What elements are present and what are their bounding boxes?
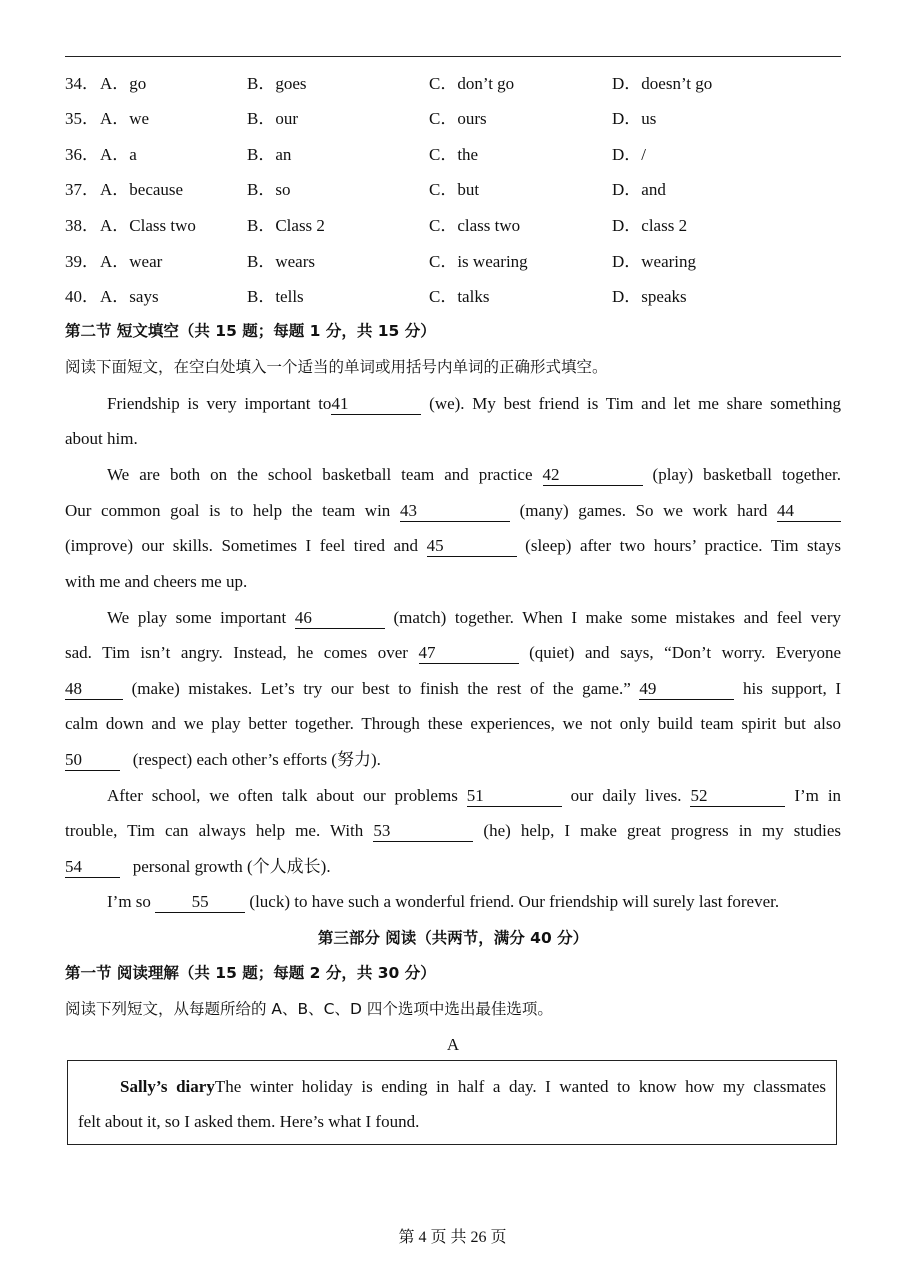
question-number: 38．: [65, 216, 99, 235]
option-a: A．we: [100, 109, 150, 128]
question-row-38: [65, 214, 865, 238]
passage-text: (we). My best friend is Tim and let me share something: [429, 394, 842, 413]
passage-text: sad. Tim isn’t angry. Instead, he comes over: [65, 643, 408, 662]
passage-line: [65, 890, 841, 914]
option-c: C．but: [429, 180, 480, 199]
passage-text: (make) mistakes. Let’s try our best to finish the rest of the game.”: [131, 679, 631, 698]
blank-46[interactable]: 46: [295, 608, 385, 629]
passage-text: We are both on the school basketball team and practice: [107, 465, 533, 484]
passage-text: (luck) to have such a wonderful friend. Our friendship will surely last forever.: [249, 892, 780, 911]
passage-line: with me and cheers me up.: [65, 572, 248, 591]
option-a: A．says: [100, 287, 159, 306]
passage-line: [65, 748, 841, 772]
blank-54[interactable]: 54: [65, 857, 120, 878]
passage-text: our daily lives.: [570, 786, 682, 805]
passage-text: (match) together. When I make some mistakes and feel very: [393, 608, 842, 627]
option-c: C．is wearing: [429, 252, 528, 271]
diary-line: felt about it, so I asked them. Here’s what I found.: [78, 1112, 420, 1131]
passage-text: (improve) our skills. Sometimes I feel tired and: [65, 536, 419, 555]
option-b: B．Class 2: [247, 216, 325, 235]
passage-text: (many) games. So we work hard: [519, 501, 768, 520]
blank-53[interactable]: 53: [373, 821, 473, 842]
option-d: D．us: [612, 109, 657, 128]
option-d: D．doesn’t go: [612, 74, 713, 93]
passage-line: [65, 784, 841, 808]
passage-text: his support, I: [743, 679, 842, 698]
passage-line: about him.: [65, 429, 138, 448]
option-d: D．/: [612, 145, 646, 164]
top-rule: [65, 56, 841, 57]
passage-text: trouble, Tim can always help me. With: [65, 821, 364, 840]
option-b: B．an: [247, 145, 292, 164]
question-row-36: [65, 143, 865, 167]
question-row-34: [65, 72, 865, 96]
question-number: 37．: [65, 180, 99, 199]
passage-text: I’m so: [107, 892, 151, 911]
section-heading: 第二节 短文填空（共 15 题；每题 1 分，共 15 分）: [65, 322, 436, 340]
option-b: B．tells: [247, 287, 304, 306]
passage-text: personal growth (个人成长).: [132, 857, 331, 876]
section-heading: 第一节 阅读理解（共 15 题；每题 2 分，共 30 分）: [65, 964, 436, 982]
option-b: B．our: [247, 109, 298, 128]
diary-title: Sally’s diary: [120, 1077, 215, 1096]
passage-line: [65, 392, 841, 416]
question-number: 39．: [65, 252, 99, 271]
blank-43[interactable]: 43: [400, 501, 510, 522]
option-b: B．wears: [247, 252, 315, 271]
passage-text: I’m in: [794, 786, 842, 805]
passage-line: [65, 606, 841, 630]
option-a: A．Class two: [100, 216, 196, 235]
question-number: 36．: [65, 145, 99, 164]
passage-text: We play some important: [107, 608, 287, 627]
blank-51[interactable]: 51: [467, 786, 562, 807]
option-d: D．class 2: [612, 216, 688, 235]
blank-48[interactable]: 48: [65, 679, 123, 700]
diary-box: [67, 1060, 837, 1145]
option-c: C．class two: [429, 216, 521, 235]
passage-line: [65, 463, 841, 487]
passage-text: (quiet) and says, “Don’t worry. Everyone: [529, 643, 842, 662]
part-heading: 第三部分 阅读（共两节，满分 40 分）: [317, 929, 589, 947]
passage-text: (respect) each other’s efforts (努力).: [132, 750, 381, 769]
option-c: C．don’t go: [429, 74, 515, 93]
passage-line: [65, 677, 841, 701]
option-b: B．goes: [247, 74, 307, 93]
question-number: 34．: [65, 74, 99, 93]
option-d: D．speaks: [612, 287, 687, 306]
passage-line: [65, 499, 841, 523]
blank-50[interactable]: 50: [65, 750, 120, 771]
passage-label: A: [446, 1035, 460, 1054]
option-a: A．a: [100, 145, 137, 164]
diary-line: [78, 1075, 826, 1099]
passage-line: [65, 534, 841, 558]
option-a: A．wear: [100, 252, 163, 271]
passage-line: calm down and we play better together. Through these experiences, we not only build team spirit but also: [65, 714, 841, 733]
passage-text: Friendship is very important to: [107, 394, 332, 413]
blank-42[interactable]: 42: [543, 465, 643, 486]
blank-41[interactable]: 41: [331, 394, 421, 415]
passage-text: (play) basketball together.: [652, 465, 842, 484]
passage-text: Our common goal is to help the team win: [65, 501, 391, 520]
option-d: D．wearing: [612, 252, 697, 271]
blank-52[interactable]: 52: [690, 786, 785, 807]
question-number: 40．: [65, 287, 99, 306]
passage-line: [65, 819, 841, 843]
section-instruction: 阅读下列短文，从每题所给的 A、B、C、D 四个选项中选出最佳选项。: [65, 1000, 553, 1018]
passage-line: [65, 855, 841, 879]
question-row-35: [65, 107, 865, 131]
option-c: C．talks: [429, 287, 490, 306]
passage-text: After school, we often talk about our problems: [107, 786, 458, 805]
question-row-40: [65, 285, 865, 309]
blank-44[interactable]: 44: [777, 501, 841, 522]
option-a: A．go: [100, 74, 147, 93]
option-a: A．because: [100, 180, 184, 199]
passage-text: (sleep) after two hours’ practice. Tim stays: [525, 536, 842, 555]
blank-47[interactable]: 47: [419, 643, 519, 664]
question-row-39: [65, 250, 865, 274]
page-footer: 第 4 页 共 26 页: [398, 1229, 507, 1246]
option-b: B．so: [247, 180, 291, 199]
passage-line: [65, 641, 841, 665]
blank-45[interactable]: 45: [427, 536, 517, 557]
option-c: C．ours: [429, 109, 487, 128]
section-instruction: 阅读下面短文，在空白处填入一个适当的单词或用括号内单词的正确形式填空。: [65, 358, 608, 376]
diary-text: The winter holiday is ending in half a day. I wanted to know how my classmates: [214, 1077, 826, 1096]
question-row-37: [65, 178, 865, 202]
blank-49[interactable]: 49: [639, 679, 734, 700]
question-number: 35．: [65, 109, 99, 128]
option-c: C．the: [429, 145, 479, 164]
option-d: D．and: [612, 180, 666, 199]
blank-55[interactable]: 55: [155, 892, 245, 913]
passage-text: (he) help, I make great progress in my studies: [483, 821, 841, 840]
